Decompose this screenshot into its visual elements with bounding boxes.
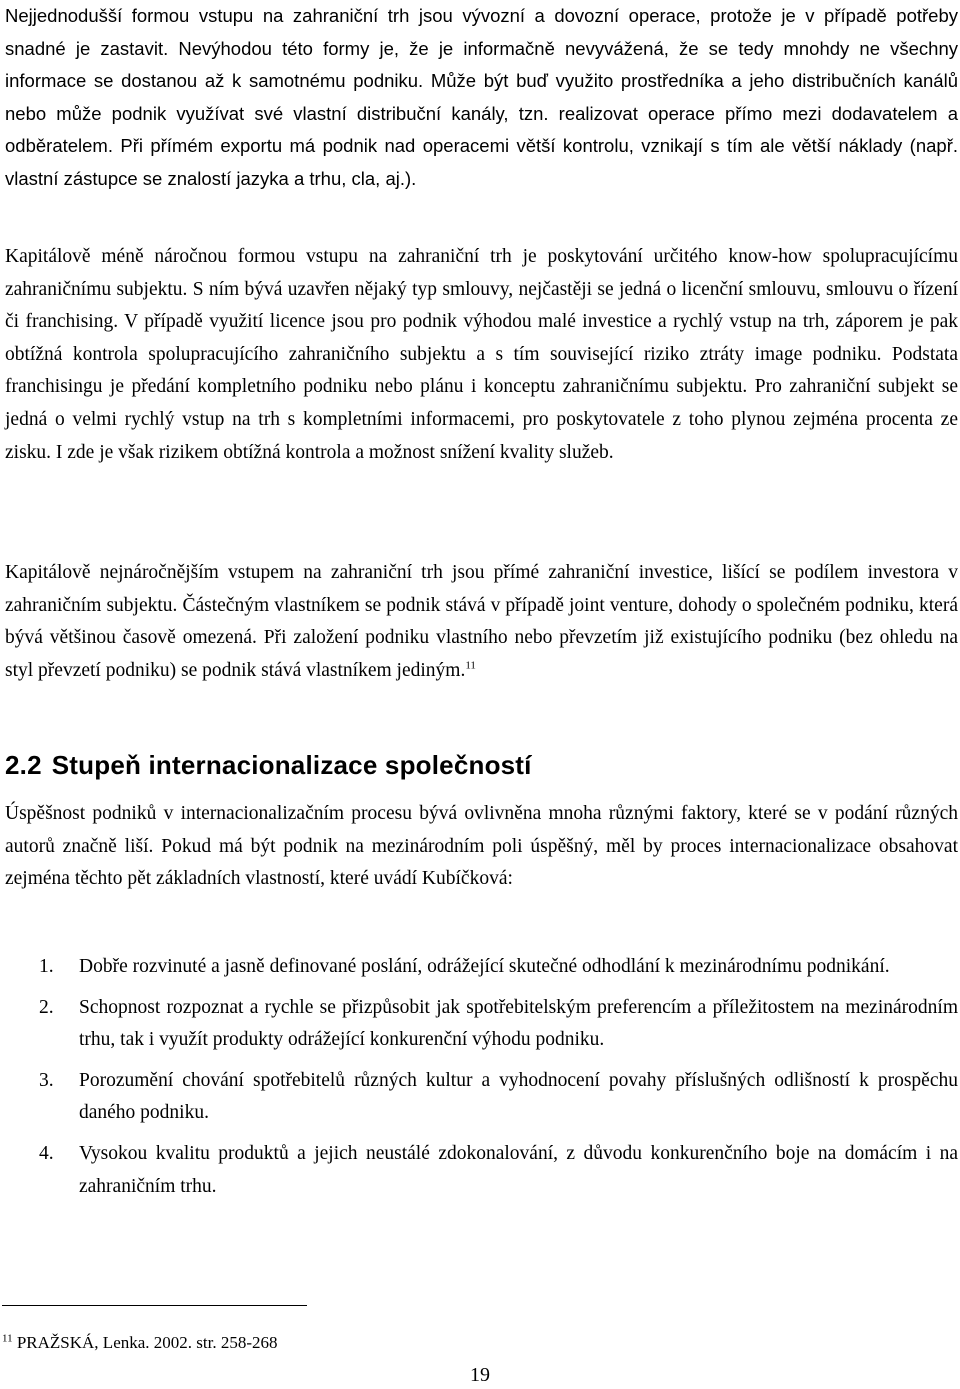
paragraph-know-how: Kapitálově méně náročnou formou vstupu na zahraniční trh je poskytování určitého know-how spolupracujícímu zahraničnímu subjektu. S ním bývá uzavřen nějaký typ smlouvy, nejčastěji se jedná o licenční smlouvu, smlouvu o řízení či franchising. V případě využití licence jsou pro podnik výhodou malé investice a rychlý vstup na trh, záporem je pak obtížná kontrola spolupracujícího zahraničního subjektu a s tím související riziko ztráty image podniku. Podstata franchisingu je předání kompletního podniku nebo plánu i konceptu zahraničnímu subjektu. Pro zahraniční subjekt se jedná o velmi rychlý vstup na trh s kompletními informacemi, pro poskytovatele z toho plynou zejména procenta ze zisku. I zde je však rizikem obtížná kontrola a možnost snížení kvality služeb.	[5, 246, 958, 463]
paragraph-direct-investment-text: Kapitálově nejnáročnějším vstupem na zahraniční trh jsou přímé zahraniční investice, lišící se podílem investora v zahraničním subjektu. Částečným vlastníkem se podnik stává v případě joint venture, dohody o společném podniku, která bývá většinou časově omezená. Při založení podniku vlastního nebo převzetím již existujícího podniku (bez ohledu na styl převzetí podniku) se podnik stává vlastníkem jediným.	[5, 562, 958, 681]
paragraph-export-import: Nejjednodušší formou vstupu na zahraniční trh jsou vývozní a dovozní operace, protože je v případě potřeby snadné je zastavit. Nevýhodou této formy je, že je informačně nevyvážená, že se tedy mnohdy ne všechny informace se dostanou až k samotnému podniku. Může být buď využito prostředníka a jeho distribučních kanálů nebo může podnik využívat své vlastní distribuční kanály, tzn. realizovat operace přímo mezi dodavatelem a odběratelem. Při přímém exportu má podnik nad operacemi větší kontrolu, vznikají s tím ale větší náklady (např. vlastní zástupce se znalostí jazyka a trhu, cla, aj.).	[5, 5, 958, 189]
list-item-text: Schopnost rozpoznat a rychle se přizpůsobit jak spotřebitelským preferencím a příležitostem na mezinárodním trhu, tak i využít produkty odrážející konkurenční výhodu podniku.	[79, 996, 958, 1051]
list-item	[5, 951, 958, 984]
paragraph-direct-investment	[5, 557, 958, 687]
list-item-text: Dobře rozvinuté a jasně definované poslání, odrážející skutečné odhodlání k mezinárodnímu podnikání.	[79, 956, 890, 977]
list-item-number: 3.	[39, 1069, 54, 1091]
list-item	[5, 1138, 958, 1203]
factors-list	[5, 951, 958, 1211]
list-item-number: 4.	[39, 1142, 54, 1164]
section-title: Stupeň internacionalizace společností	[51, 750, 532, 780]
footnote-reference: 11	[465, 659, 476, 672]
footnote	[2, 1333, 278, 1353]
list-item-number: 1.	[39, 956, 54, 977]
list-item-number: 2.	[39, 996, 54, 1018]
footnote-text: PRAŽSKÁ, Lenka. 2002. str. 258-268	[16, 1333, 278, 1352]
paragraph-success-factors: Úspěšnost podniků v internacionalizačním procesu bývá ovlivněna mnoha různými faktory, které se v podání různých autorů značně liší. Pokud má být podnik na mezinárodním poli úspěšný, měl by proces internacionalizace obsahovat zejména těchto pět základních vlastností, které uvádí Kubíčková:	[5, 803, 958, 890]
footnote-separator	[2, 1305, 307, 1306]
section-heading	[5, 750, 532, 781]
list-item-text: Vysokou kvalitu produktů a jejich neustálé zdokonalování, z důvodu konkurenčního boje na domácím i na zahraničním trhu.	[79, 1142, 958, 1197]
list-item	[5, 992, 958, 1057]
section-number: 2.2	[5, 750, 42, 780]
list-item	[5, 1065, 958, 1130]
page-number: 19	[470, 1364, 490, 1386]
list-item-text: Porozumění chování spotřebitelů různých kultur a vyhodnocení povahy příslušných odlišností k prospěchu daného podniku.	[79, 1069, 958, 1124]
footnote-mark: 11	[2, 1332, 13, 1345]
